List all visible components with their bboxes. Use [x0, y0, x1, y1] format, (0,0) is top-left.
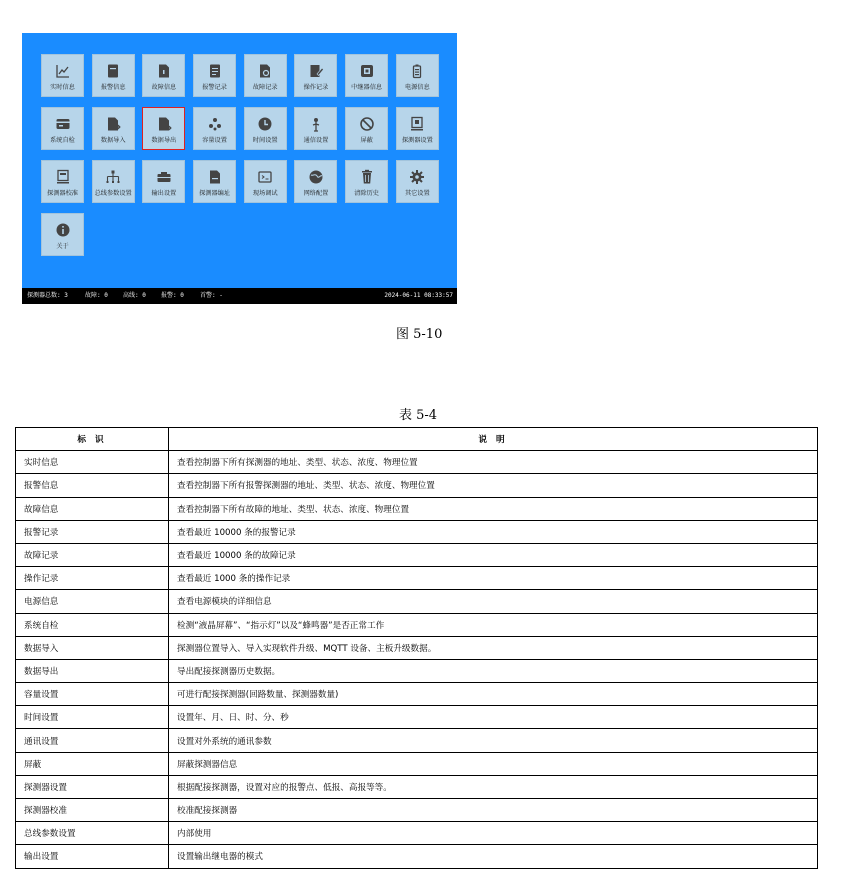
cell-description: 设置年、月、日、时、分、秒	[169, 706, 818, 729]
table-row	[16, 729, 818, 752]
cell-id: 探测器设置	[16, 775, 169, 798]
menu-tile[interactable]	[244, 107, 287, 150]
menu-tile[interactable]	[244, 160, 287, 203]
gear-icon	[408, 168, 426, 186]
table-row	[16, 613, 818, 636]
menu-tile[interactable]	[345, 107, 388, 150]
cell-description: 屏蔽探测器信息	[169, 752, 818, 775]
table-row	[16, 590, 818, 613]
menu-tile[interactable]	[193, 54, 236, 97]
menu-tile[interactable]	[92, 54, 135, 97]
menu-tile[interactable]	[345, 160, 388, 203]
cell-description: 查看最近 10000 条的报警记录	[169, 520, 818, 543]
menu-tile[interactable]	[41, 213, 84, 256]
menu-tile-label: 其它设置	[404, 190, 430, 197]
status-high-alarm: 高线: 0	[123, 292, 146, 299]
output-icon	[155, 168, 173, 186]
table-row	[16, 451, 818, 474]
menu-tile-label: 故障记录	[252, 84, 278, 91]
menu-tile-label: 屏蔽	[360, 137, 373, 144]
menu-tile[interactable]	[41, 107, 84, 150]
menu-tile[interactable]	[294, 54, 337, 97]
menu-tile[interactable]	[41, 54, 84, 97]
cell-id: 报警信息	[16, 474, 169, 497]
debug-console-icon	[256, 168, 274, 186]
cell-description: 设置对外系统的通讯参数	[169, 729, 818, 752]
block-icon	[358, 115, 376, 133]
cell-id: 电源信息	[16, 590, 169, 613]
status-faults: 故障: 0	[85, 292, 108, 299]
menu-tile-label: 数据导出	[151, 137, 177, 144]
cell-description: 查看控制器下所有探测器的地址、类型、状态、浓度、物理位置	[169, 451, 818, 474]
address-doc-icon	[206, 168, 224, 186]
menu-tile-label: 探测器校准	[47, 190, 78, 197]
menu-tile-label: 总线参数设置	[94, 190, 132, 197]
battery-icon	[408, 62, 426, 80]
menu-tile[interactable]	[142, 160, 185, 203]
menu-tile-label: 现场调试	[252, 190, 278, 197]
table-row	[16, 520, 818, 543]
cell-id: 探测器校准	[16, 799, 169, 822]
menu-grid	[41, 54, 439, 256]
cell-id: 数据导入	[16, 636, 169, 659]
trash-icon	[358, 168, 376, 186]
cell-description: 导出配接探测器历史数据。	[169, 659, 818, 682]
card-check-icon	[54, 115, 72, 133]
table-row	[16, 474, 818, 497]
cell-id: 报警记录	[16, 520, 169, 543]
table-header-row	[16, 428, 818, 451]
menu-tile[interactable]	[345, 54, 388, 97]
table-row	[16, 497, 818, 520]
menu-tile[interactable]	[294, 160, 337, 203]
antenna-icon	[307, 115, 325, 133]
cell-description: 查看最近 1000 条的操作记录	[169, 567, 818, 590]
table-row	[16, 799, 818, 822]
clock-icon	[256, 115, 274, 133]
cell-description: 可进行配接探测器(回路数量、探测器数量)	[169, 683, 818, 706]
table-row	[16, 845, 818, 868]
document-fault-icon	[155, 62, 173, 80]
cell-id: 数据导出	[16, 659, 169, 682]
cell-id: 故障信息	[16, 497, 169, 520]
menu-tile[interactable]	[92, 160, 135, 203]
menu-tile-label: 中继器信息	[351, 84, 383, 91]
molecule-icon	[206, 115, 224, 133]
detector-settings-icon	[408, 115, 426, 133]
bus-tree-icon	[104, 168, 122, 186]
calibration-icon	[54, 168, 72, 186]
status-detector-count: 探测器总数: 3	[27, 292, 68, 299]
table-row	[16, 659, 818, 682]
spec-table	[15, 427, 818, 869]
table-row	[16, 683, 818, 706]
menu-tile[interactable]	[396, 54, 439, 97]
menu-tile[interactable]	[244, 54, 287, 97]
menu-tile[interactable]	[294, 107, 337, 150]
status-datetime: 2024-06-11 08:33:57	[384, 292, 453, 299]
menu-tile-label: 网络配置	[303, 190, 329, 197]
table-row	[16, 752, 818, 775]
menu-tile-label: 关于	[56, 243, 69, 250]
table-row	[16, 567, 818, 590]
cell-description: 根据配接探测器，设置对应的报警点、低报、高报等等。	[169, 775, 818, 798]
repeater-icon	[358, 62, 376, 80]
status-alarm: 报警: 0	[161, 292, 184, 299]
menu-tile[interactable]	[193, 160, 236, 203]
document-alarm-icon	[104, 62, 122, 80]
cell-description: 查看控制器下所有报警探测器的地址、类型、状态、浓度、物理位置	[169, 474, 818, 497]
cell-id: 实时信息	[16, 451, 169, 474]
import-icon	[104, 115, 122, 133]
cell-id: 系统自检	[16, 613, 169, 636]
cell-id: 容量设置	[16, 683, 169, 706]
cell-id: 屏蔽	[16, 752, 169, 775]
cell-description: 查看控制器下所有故障的地址、类型、状态、浓度、物理位置	[169, 497, 818, 520]
menu-tile-label: 报警记录	[202, 84, 227, 91]
cell-id: 操作记录	[16, 567, 169, 590]
menu-tile-label: 数据导入	[100, 137, 126, 144]
chart-line-icon	[54, 62, 72, 80]
menu-tile[interactable]	[396, 160, 439, 203]
globe-icon	[307, 168, 325, 186]
info-icon	[54, 221, 72, 239]
menu-tile-label: 输出设置	[151, 190, 177, 197]
cell-description: 探测器位置导入、导入实现软件升级、MQTT 设备、主板升级数据。	[169, 636, 818, 659]
cell-description: 设置输出继电器的模式	[169, 845, 818, 868]
menu-tile-label: 通信设置	[303, 137, 329, 144]
menu-tile-label: 探测器设置	[401, 137, 433, 144]
header-description: 说 明	[169, 428, 818, 451]
menu-tile-label: 故障信息	[151, 84, 177, 91]
menu-tile[interactable]	[142, 54, 185, 97]
menu-tile-label: 实时信息	[50, 84, 75, 91]
status-bar	[22, 288, 457, 304]
cell-description: 内部使用	[169, 822, 818, 845]
cell-description: 检测“液晶屏幕”、“指示灯”以及“蜂鸣器”是否正常工作	[169, 613, 818, 636]
table-caption: 表 5-4	[399, 408, 438, 423]
cell-id: 通讯设置	[16, 729, 169, 752]
cell-description: 查看电源模块的详细信息	[169, 590, 818, 613]
figure-caption: 图 5-10	[396, 327, 443, 342]
edit-record-icon	[307, 62, 325, 80]
cell-description: 查看最近 10000 条的故障记录	[169, 543, 818, 566]
status-first-alarm: 首警: -	[200, 292, 223, 299]
table-row	[16, 636, 818, 659]
menu-tile-label: 电源信息	[404, 84, 430, 91]
document-search-icon	[256, 62, 274, 80]
record-list-icon	[206, 62, 224, 80]
header-id: 标 识	[16, 428, 169, 451]
menu-tile-label: 报警信息	[100, 84, 126, 91]
menu-tile-label: 容量设置	[202, 137, 227, 144]
menu-tile-label: 探测器编址	[199, 190, 231, 197]
menu-tile[interactable]	[396, 107, 439, 150]
cell-description: 校准配接探测器	[169, 799, 818, 822]
menu-tile[interactable]	[193, 107, 236, 150]
menu-tile[interactable]	[142, 107, 185, 150]
table-row	[16, 775, 818, 798]
menu-tile[interactable]	[41, 160, 84, 203]
cell-id: 输出设置	[16, 845, 169, 868]
menu-tile-label: 时间设置	[252, 137, 278, 144]
table-row	[16, 543, 818, 566]
device-screen	[22, 33, 457, 304]
table-row	[16, 706, 818, 729]
menu-tile-label: 系统自检	[50, 137, 75, 144]
cell-id: 故障记录	[16, 543, 169, 566]
menu-tile-label: 清除历史	[354, 190, 379, 197]
table-row	[16, 822, 818, 845]
export-icon	[155, 115, 173, 133]
cell-id: 时间设置	[16, 706, 169, 729]
cell-id: 总线参数设置	[16, 822, 169, 845]
menu-tile-label: 操作记录	[303, 84, 329, 91]
menu-tile[interactable]	[92, 107, 135, 150]
